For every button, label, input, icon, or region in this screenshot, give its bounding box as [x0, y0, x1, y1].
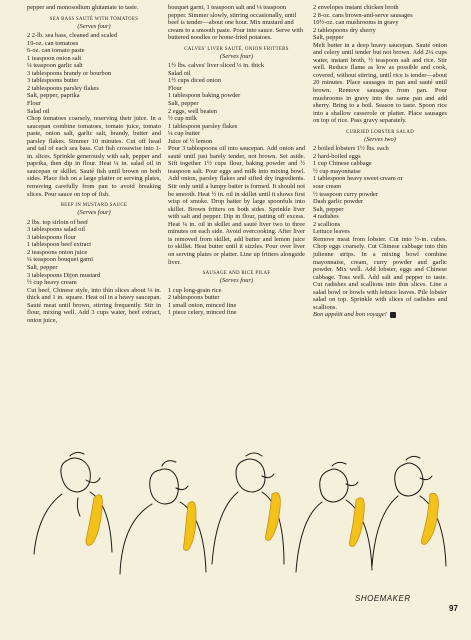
banana-3: [266, 493, 281, 541]
ingredient: 1 tablespoon parsley flakes: [168, 122, 238, 130]
ingredient: 2 hard-boiled eggs: [313, 152, 361, 160]
ingredient: Salad oil: [168, 69, 191, 77]
continued-directions: bouquet garni, 1 teaspoon salt and ⅛ teaspoon pepper. Simmer slowly, stirring occasionally, until beef is tender—about one hour. Mix mustard and cream to a smooth paste. Pour into sauce. Serve with buttered noodles or home-fried potatoes.: [168, 4, 304, 42]
ingredient: ½ cup milk: [168, 115, 197, 123]
ingredient: 6-oz. can tomato paste: [27, 47, 85, 55]
ingredient: Juice of ½ lemon: [168, 137, 213, 145]
ingredient: ½ cup mayonnaise: [313, 167, 361, 175]
recipe-serves: (Serves four): [219, 277, 254, 285]
ingredient: 3 tablespoons salad oil: [27, 226, 86, 234]
recipe-directions: Pour 3 tablespoons oil into saucepan. Add onion and sauté until just barely tender, not brown. Set aside. Sift together 1½ cups flour, baking powder and ½ teaspoon salt. Pour eggs and milk into mixing bowl. Add onion, parsley flakes and sifted dry ingredients. Stir only until a lumpy batter is formed. It should not be smooth. Heat ½ in. oil in skillet until it shows first wisp of smoke. Drop batter by large spoonfuls into skillet. Brown fritters on both sides. Sprinkle liver with salt and pepper. Dip in flour, patting off excess. Heat ¼ in. oil in skillet and sauté liver two to three minutes on each side. Avoid overcooking. After liver is removed from skillet, add butter and lemon juice to skillet. Heat butter until it sizzles. Pour over liver on serving plates or platter. Line up fritters alongside liver.: [168, 145, 305, 266]
ingredient: Salt, pepper: [313, 205, 344, 213]
ingredient: Salt, pepper, paprika: [27, 92, 80, 100]
ingredient: ¼ teaspoon garlic salt: [27, 62, 83, 70]
ingredient: Dash garlic powder: [313, 198, 364, 206]
ingredient: 3 tablespoons butter: [27, 77, 79, 85]
banana-eaters-illustration: [0, 440, 471, 640]
ingredient: Salt, pepper: [168, 100, 199, 108]
ingredient: 1 small onion, minced fine: [168, 301, 237, 309]
banana-1: [86, 495, 102, 546]
ingredient: Salt, pepper: [313, 34, 344, 42]
recipe-directions: Chop tomatoes coarsely, reserving their juice. In a saucepan combine tomatoes, tomato juice, tomato paste, onion salt, garlic salt, brandy, butter and parsley flakes. Simmer 10 minutes. Cut off head and tail of each sea bass. Cut fish crosswise into 1-in. slices. Sprinkle generously with salt, pepper and paprika, then dip in flour. Heat ¼ in. salad oil in saucepan or skillet. Sauté fish until brown on both sides. Place fish on a large platter or serving plates, removing carefully from pan to avoid breaking slices. Pour sauce on top of fish.: [27, 115, 161, 198]
ingredient-list: [313, 4, 447, 42]
ingredient: 2 envelopes instant chicken broth: [313, 4, 399, 11]
ingredient: 1 tablespoon heavy sweet cream or: [313, 175, 403, 183]
ingredient: 3 tablespoons brandy or bourbon: [27, 69, 112, 77]
recipe-directions: Melt butter in a deep heavy saucepan. Sauté onion and celery until tender but not brown. Add 2¼ cups water, instant broth, ½ teaspoon salt and rice. Stir well. Reduce flame as low as possible and cook, covered, without stirring, until rice is tender—about 20 minutes. Place sausages in pan and sauté until brown. Remove sausages from pan. Pour mushrooms in gravy into the same pan and add sherry. Bring to a boil. Season to taste. Spoon rice into a shallow casserole or platter. Place sausages on top of rice. Pass gravy separately.: [313, 41, 447, 125]
recipe-directions: Remove meat from lobster. Cut into ½-in. cubes. Chop eggs coarsely. Cut Chinese cabbage into thin julienne strips. In a mixing bowl combine mayonnaise, cream, curry powder and garlic powder. Mix well. Add lobster, eggs and Chinese cabbage. Toss well. Add salt and pepper to taste. Cut radishes and scallions into thin slices. Line a salad bowl or bowls with lettuce leaves. Pile lobster salad on top. Sprinkle with slices of radishes and scallions.: [313, 235, 447, 311]
ingredient: 3 tablespoons Dijon mustard: [27, 271, 101, 279]
column-2: [168, 4, 305, 317]
ingredient: ¼ cup butter: [168, 130, 201, 138]
ingredient-list: [168, 62, 305, 145]
ingredient: 1 teaspoon onion salt: [27, 54, 82, 62]
column-3: [313, 4, 447, 319]
ingredient-list: [313, 145, 447, 236]
artist-signature: SHOEMAKER: [355, 594, 411, 603]
signoff-line: [313, 311, 447, 319]
recipe-serves: (Serves two): [364, 135, 396, 143]
recipe-serves: (Serves four): [77, 209, 111, 217]
ingredient: 2 lbs. top sirloin of beef: [27, 218, 89, 226]
recipe-title: CALVES' LIVER SAUTÉ, ONION FRITTERS: [184, 46, 289, 52]
ingredient: Lettuce leaves: [313, 228, 350, 236]
ingredient: 2 2-lb. sea bass, cleaned and scaled: [27, 32, 118, 40]
ingredient: 1 tablespoon baking powder: [168, 92, 241, 100]
bananas: [86, 493, 438, 551]
ingredient: 1½ cups diced onion: [168, 77, 221, 85]
ingredient: Salad oil: [27, 107, 50, 115]
ingredient-list: [168, 287, 305, 317]
recipe-title: SEA BASS SAUTÉ WITH TOMATOES: [49, 16, 139, 22]
ingredient: ¼ teaspoon bouquet garni: [27, 256, 94, 264]
ingredient: 2 tablespoons parsley flakes: [27, 84, 99, 92]
ingredient: 2 tablespoons dry sherry: [313, 26, 376, 34]
recipe-title: CURRIED LOBSTER SALAD: [345, 129, 415, 135]
ingredient: ½ teaspoon curry powder: [313, 190, 378, 198]
ingredient: 2 scallions: [313, 220, 341, 228]
ingredient: 3 tablespoons flour: [27, 233, 76, 241]
ingredient-list: [27, 219, 161, 287]
recipe-title: SAUSAGE AND RICE PILAF: [202, 271, 271, 277]
ingredient: 2 tablespoons butter: [168, 294, 220, 302]
page-number: 97: [449, 604, 458, 613]
ingredient: ½ cup heavy cream: [27, 279, 77, 287]
ingredient: 1½ lbs. calves' liver sliced ⅓ in. thick: [168, 62, 265, 70]
recipe-serves: (Serves four): [77, 22, 111, 30]
ingredient-list: [27, 32, 161, 115]
signoff-text: Bon appétit and bon voyage!: [313, 311, 387, 319]
ingredient: 2 boiled lobsters 1½ lbs. each: [313, 145, 389, 153]
ingredient: Salt, pepper: [27, 263, 58, 271]
ingredient: 1 tablespoon beef extract: [27, 241, 92, 249]
ingredient: 1 cup Chinese cabbage: [313, 160, 372, 168]
intro-text: pepper and monosodium glutamate to taste.: [27, 4, 139, 11]
ingredient: Flour: [27, 100, 41, 108]
recipe-title: BEEF IN MUSTARD SAUCE: [60, 203, 128, 209]
banana-2: [184, 502, 197, 551]
ingredient: 10½-oz. can mushrooms in gravy: [313, 19, 399, 27]
banana-5: [422, 493, 439, 544]
ingredient: sour cream: [313, 183, 342, 191]
recipe-serves: (Serves four): [219, 52, 254, 60]
recipe-directions: Cut beef, Chinese style, into thin slices about ⅛ in. thick and 1 in. square. Heat oil in a heavy saucepan. Sauté meat until brown, stirring frequently. Stir in flour, mixing well. Add 3 cups water, beef extract, onion juice,: [27, 286, 161, 324]
ingredient: 1 cup long-grain rice: [168, 286, 222, 294]
ingredient: Flour: [168, 84, 182, 92]
ingredient: 19-oz. can tomatoes: [27, 39, 79, 47]
column-1: [27, 4, 161, 324]
ingredient: 4 radishes: [313, 213, 339, 221]
ingredient: 2 8-oz. cans brown-and-serve sausages: [313, 11, 413, 19]
ingredient: 1 piece celery, minced fine: [168, 309, 237, 317]
end-mark-icon: [390, 312, 396, 318]
ingredient: 2 eggs, well beaten: [168, 107, 217, 115]
ingredient: 2 teaspoons onion juice: [27, 248, 88, 256]
